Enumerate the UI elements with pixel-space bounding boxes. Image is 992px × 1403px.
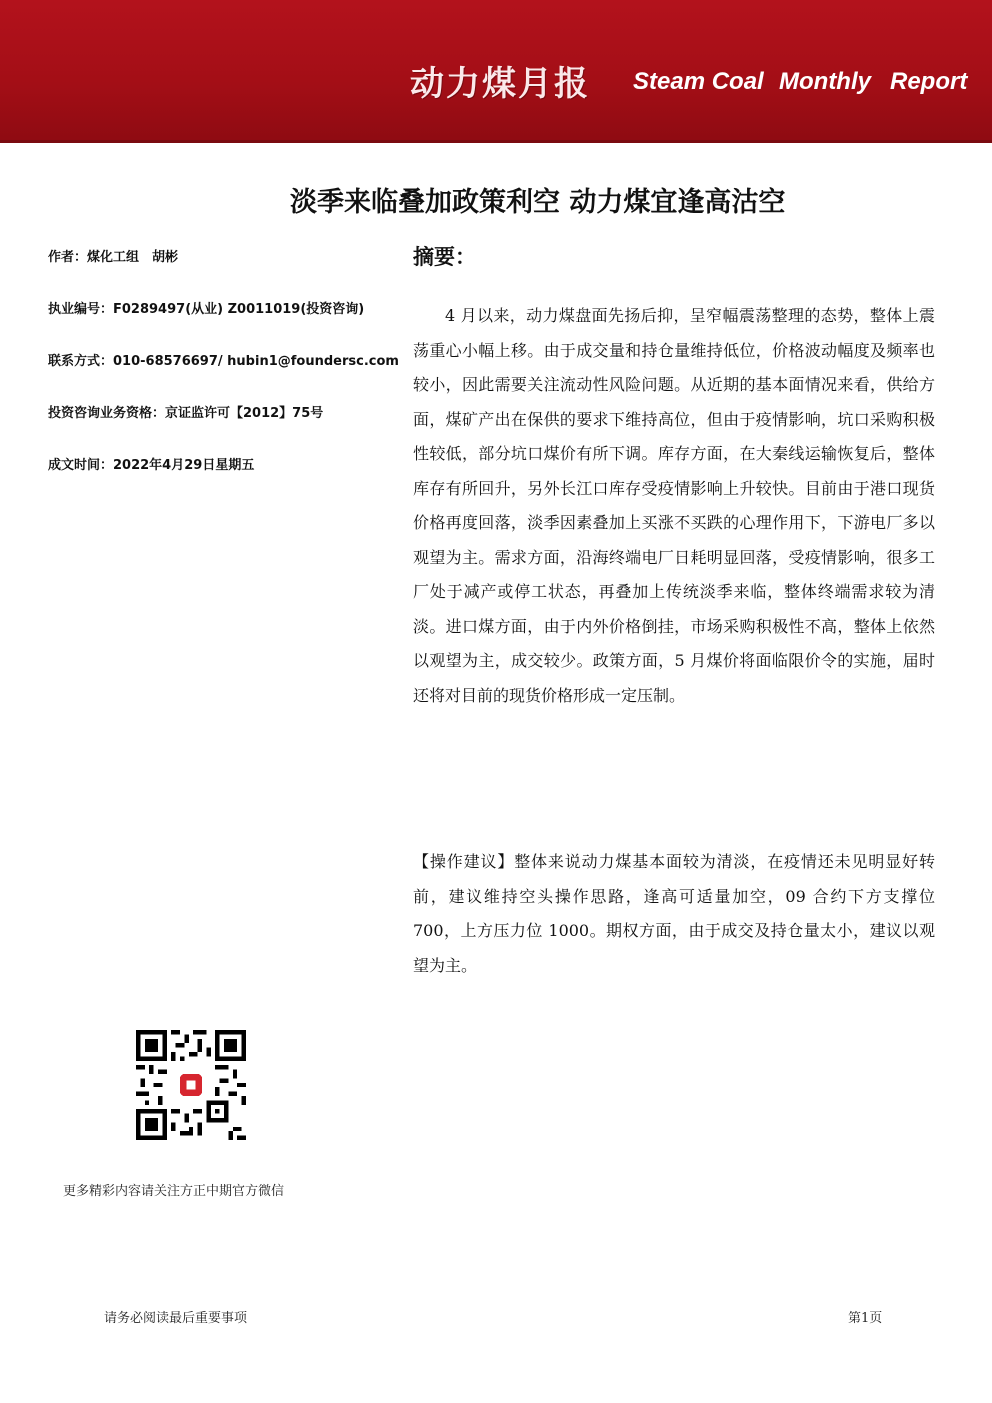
meta-qualification: 投资咨询业务资格：京证监许可【2012】75号	[48, 406, 324, 421]
header-title-cn: 动力煤月报	[410, 64, 590, 104]
header-title-en-report: Report	[890, 68, 968, 95]
qr-code-icon	[136, 1030, 246, 1140]
footer-notice: 请务必阅读最后重要事项	[104, 1311, 248, 1326]
report-title: 淡季来临叠加政策利空 动力煤宜逢高沽空	[290, 187, 786, 218]
operation-advice-paragraph: 【操作建议】整体来说动力煤基本面较为清淡，在疫情还未见明显好转前，建议维持空头操作思路，逢高可适量加空，09 合约下方支撑位 700，上方压力位 1000。期权方面，由于成交及持仓量太小，建议以观望为主。	[413, 852, 935, 975]
meta-license: 执业编号：F0289497(从业) Z0011019(投资咨询)	[48, 302, 365, 317]
meta-date: 成文时间：2022年4月29日星期五	[48, 458, 255, 473]
page-number: 第1页	[848, 1311, 883, 1326]
meta-contact: 联系方式：010-68576697/ hubin1@foundersc.com	[48, 354, 399, 369]
summary-heading: 摘要：	[413, 245, 476, 269]
header-title-en-steam-coal: Steam Coal	[633, 68, 764, 95]
meta-author: 作者：煤化工组 胡彬	[48, 250, 179, 265]
qr-caption: 更多精彩内容请关注方正中期官方微信	[63, 1184, 285, 1199]
summary-paragraph-1: 4 月以来，动力煤盘面先扬后抑，呈窄幅震荡整理的态势，整体上震荡重心小幅上移。由于成交量和持仓量维持低位，价格波动幅度及频率也较小，因此需要关注流动性风险问题。从近期的基本面情况来看，供给方面，煤矿产出在保供的要求下维持高位，但由于疫情影响，坑口采购积极性较低，部分坑口煤价有所下调。库存方面，在大秦线运输恢复后，整体库存有所回升，另外长江口库存受疫情影响上升较快。目前由于港口现货价格再度回落，淡季因素叠加上买涨不买跌的心理作用下，下游电厂多以观望为主。需求方面，沿海终端电厂日耗明显回落，受疫情影响，很多工厂处于减产或停工状态，再叠加上传统淡季来临，整体终端需求较为清淡。进口煤方面，由于内外价格倒挂，市场采购积极性不高，整体上依然以观望为主，成交较少。政策方面，5 月煤价将面临限价令的实施，届时还将对目前的现货价格形成一定压制。	[413, 306, 935, 705]
header-title-en-monthly: Monthly	[779, 68, 871, 95]
header-divider	[0, 140, 992, 143]
